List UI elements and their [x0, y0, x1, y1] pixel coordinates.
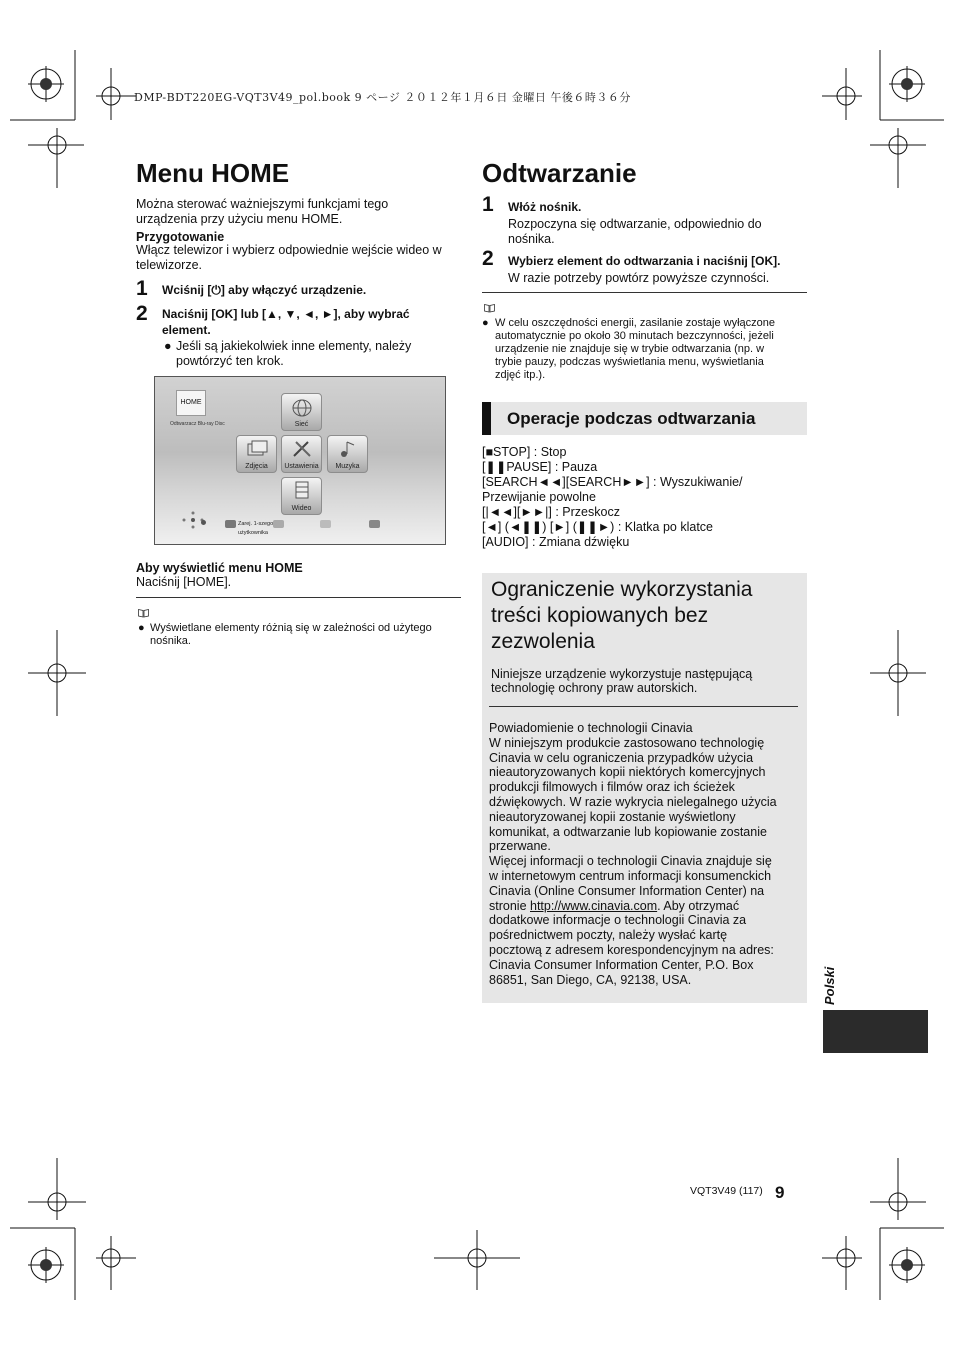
operations-section-header	[482, 402, 807, 435]
tile-photos: Zdjęcia	[236, 435, 277, 473]
playback-title: Odtwarzanie	[482, 158, 637, 188]
music-note-icon	[336, 440, 360, 458]
side-tab-block	[823, 1010, 928, 1053]
user-register-label: Zarej. 1-szego użytkownika	[238, 521, 274, 536]
globe-icon	[290, 398, 314, 418]
step-number: 2	[482, 247, 494, 270]
menu-home-intro: Można sterować ważniejszymi funkcjami tego urządzenia przy użyciu menu HOME.	[136, 197, 389, 226]
tile-network: Sieć	[281, 393, 322, 431]
preparation-label: Przygotowanie	[136, 230, 225, 244]
home-label: HOME	[176, 390, 206, 416]
restriction-box	[482, 573, 807, 1003]
tile-music: Muzyka	[327, 435, 368, 473]
show-home-label: Aby wyświetlić menu HOME	[136, 561, 303, 575]
book-note-icon	[484, 303, 495, 313]
bullet-dot: ●	[138, 622, 145, 634]
photos-icon	[245, 440, 269, 458]
green-key-icon	[273, 520, 284, 528]
operations-list: [■STOP] : Stop [❚❚PAUSE] : Pauza [SEARCH◄◄][SEARCH►►] : Wyszukiwanie/ Przewijanie powolne [|◄◄][►►|] : Przeskocz [◄] (◄❚❚) [►] (❚❚►) : Klatka po klatce [AUDIO] : Zmiana dźwięku	[482, 445, 743, 549]
cinavia-link[interactable]: http://www.cinavia.com	[530, 898, 658, 913]
restriction-title: Ograniczenie wykorzystania treści kopiowanych bez zezwolenia	[491, 578, 753, 653]
step-number: 1	[482, 193, 494, 216]
disc-label: Odtwarzacz Blu-ray Disc	[170, 421, 225, 427]
menu-home-title: Menu HOME	[136, 158, 290, 188]
section-marker	[482, 402, 491, 435]
print-header-meta: DMP-BDT220EG-VQT3V49_pol.book 9 ページ ２０１２年１月６日 金曜日 午後６時３６分	[134, 91, 631, 104]
blue-key-icon	[369, 520, 380, 528]
book-note-icon	[138, 608, 149, 618]
operations-title: Operacje podczas odtwarzania	[507, 409, 756, 428]
step-number: 2	[136, 302, 148, 325]
step-bullet-text: Jeśli są jakiekolwiek inne elementy, należy powtórzyć ten krok.	[176, 339, 412, 368]
tile-settings: Ustawienia	[281, 435, 322, 473]
footer-code: VQT3V49 (117)	[690, 1185, 763, 1197]
step-label: Wybierz element do odtwarzania i naciśnij [OK].	[508, 254, 781, 268]
left-note-text: Wyświetlane elementy różnią się w zależności od użytego nośnika.	[150, 622, 432, 647]
cinavia-link-line: stronie http://www.cinavia.com. Aby otrzymać	[489, 898, 740, 913]
right-note-text: W celu oszczędności energii, zasilanie zostaje wyłączone automatycznie po około 30 minutach bezczynności, jeżeli urządzenie nie znajduje się w trybie odtwarzania (np. w trybie pauzy, podczas wyświetlania menu, wyświetlania zdjęć itp.).	[495, 317, 776, 381]
step-text: Rozpoczyna się odtwarzanie, odpowiednio do nośnika.	[508, 217, 762, 246]
ok-dot	[201, 520, 206, 525]
preparation-text: Włącz telewizor i wybierz odpowiednie wejście wideo w telewizorze.	[136, 243, 442, 272]
red-key-icon	[225, 520, 236, 528]
bullet-dot: ●	[482, 317, 489, 329]
step-text: Naciśnij [OK] lub [▲, ▼, ◄, ►], aby wybrać element.	[162, 307, 410, 337]
bullet-dot: ●	[164, 339, 172, 353]
divider	[136, 597, 461, 598]
step-label: Włóż nośnik.	[508, 200, 582, 214]
yellow-key-icon	[320, 520, 331, 528]
home-menu-screenshot	[154, 376, 446, 545]
divider	[482, 292, 807, 293]
tile-video: Wideo	[281, 477, 322, 515]
step-number: 1	[136, 277, 148, 300]
divider	[489, 706, 798, 707]
step-text: W razie potrzeby powtórz powyższe czynności.	[508, 271, 770, 285]
restriction-intro: Niniejsze urządzenie wykorzystuje następującą technologię ochrony praw autorskich.	[491, 667, 753, 695]
cinavia-notice: Powiadomienie o technologii Cinavia W niniejszym produkcie zastosowano technologię Cinavia w celu ograniczenia przypadków użycia nieautoryzowanych kopii niektórych komercyjnych produkcji filmowych i filmów oraz ich ścieżek dźwiękowych. W razie wykrycia nielegalnego użycia nieautoryzowanej kopii zostanie wyświetlony komunikat, a odtwarzanie lub kopiowanie zostanie przerwane. Więcej informacji o technologii Cinavia znajduje się w internetowym centrum informacji konsumenckich Cinavia (Online Consumer Information Center) na stronie http://www.cinavia.com. Aby otrzymać dodatkowe informacje o technologii Cinavia za pośrednictwem poczty, należy wysłać kartę pocztową z adresem korespondencyjnym na adres: Cinavia Consumer Information Center, P.O. Box 86851, San Diego, CA, 92138, USA.	[489, 721, 777, 987]
show-home-text: Naciśnij [HOME].	[136, 575, 232, 589]
film-icon	[290, 481, 314, 499]
page-number: 9	[775, 1183, 785, 1202]
manual-page: DMP-BDT220EG-VQT3V49_pol.book 9 ページ ２０１２年１月６日 金曜日 午後６時３６分 Menu HOME Można sterować ważniejszymi funkcjami tego urządzenia przy użyciu menu HOME. Przygotowanie Włącz telewizor i wybierz odpowiednie wejście wideo w telewizorze. 1 Wciśnij [⏻] aby włączyć urządzenie. 2 Naciśnij [OK] lub [▲, ▼, ◄, ►], aby wybrać element. ● Jeśli są jakiekolwiek inne elementy, należy powtórzyć ten krok. HOME Odtwarzacz Blu-ray Disc Sieć Zdjęcia Ustawienia Muzyka Wideo Zarej. 1-szego użytkownika Aby wyświetlić menu HOME Naciśnij [HOME]. ● Wyświetlane elementy różnią się w zależności od użytego nośnika. Odtwarzanie 1 Włóż nośnik. Rozpoczyna się odtwarzanie, odpowiednio do nośnika. 2 Wybierz element do odtwarzania i naciśnij [OK]. W razie potrzeby powtórz powyższe czynności. ● W celu oszczędności energii, zasilanie zostaje wyłączone automatycznie po około 30 minutach bezczynności, jeżeli urządzenie nie znajduje się w trybie odtwarzania (np. w trybie pauzy, podczas wyświetlania menu, wyświetlania zdjęć itp.). Operacje podczas odtwarzania [■STOP] : Stop [❚❚PAUSE] : Pauza [SEARCH◄◄][SEARCH►►] : Wyszukiwanie/ Przewijanie powolne [|◄◄][►►|] : Przeskocz [◄] (◄❚❚) [►] (❚❚►) : Klatka po klatce [AUDIO] : Zmiana dźwięku Ograniczenie wykorzystania treści kopiowanych bez zezwolenia Niniejsze urządzenie wykorzystuje następującą technologię ochrony praw autorskich. Powiadomienie o technologii Cinavia W niniejszym produkcie zastosowano technologię Cinavia w celu ograniczenia przypadków użycia nieautoryzowanych kopii niektórych komercyjnych produkcji filmowych i filmów oraz ich ścieżek dźwiękowych. W razie wykrycia nielegalnego użycia nieautoryzowanej kopii zostanie wyświetlony komunikat, a odtwarzanie lub kopiowanie zostanie przerwane. Więcej informacji o technologii Cinavia znajduje się w internetowym centrum informacji konsumenckich Cinavia (Online Consumer Information Center) na stronie http://www.cinavia.com. Aby otrzymać dodatkowe informacje o technologii Cinavia za pośrednictwem poczty, należy wysłać kartę pocztową z adresem korespondencyjnym na adres: Cinavia Consumer Information Center, P.O. Box 86851, San Diego, CA, 92138, USA. Polski VQT3V49 (117) 9	[0, 0, 954, 1348]
step-text: Wciśnij [⏻] aby włączyć urządzenie.	[162, 283, 367, 297]
tools-icon	[290, 440, 314, 458]
